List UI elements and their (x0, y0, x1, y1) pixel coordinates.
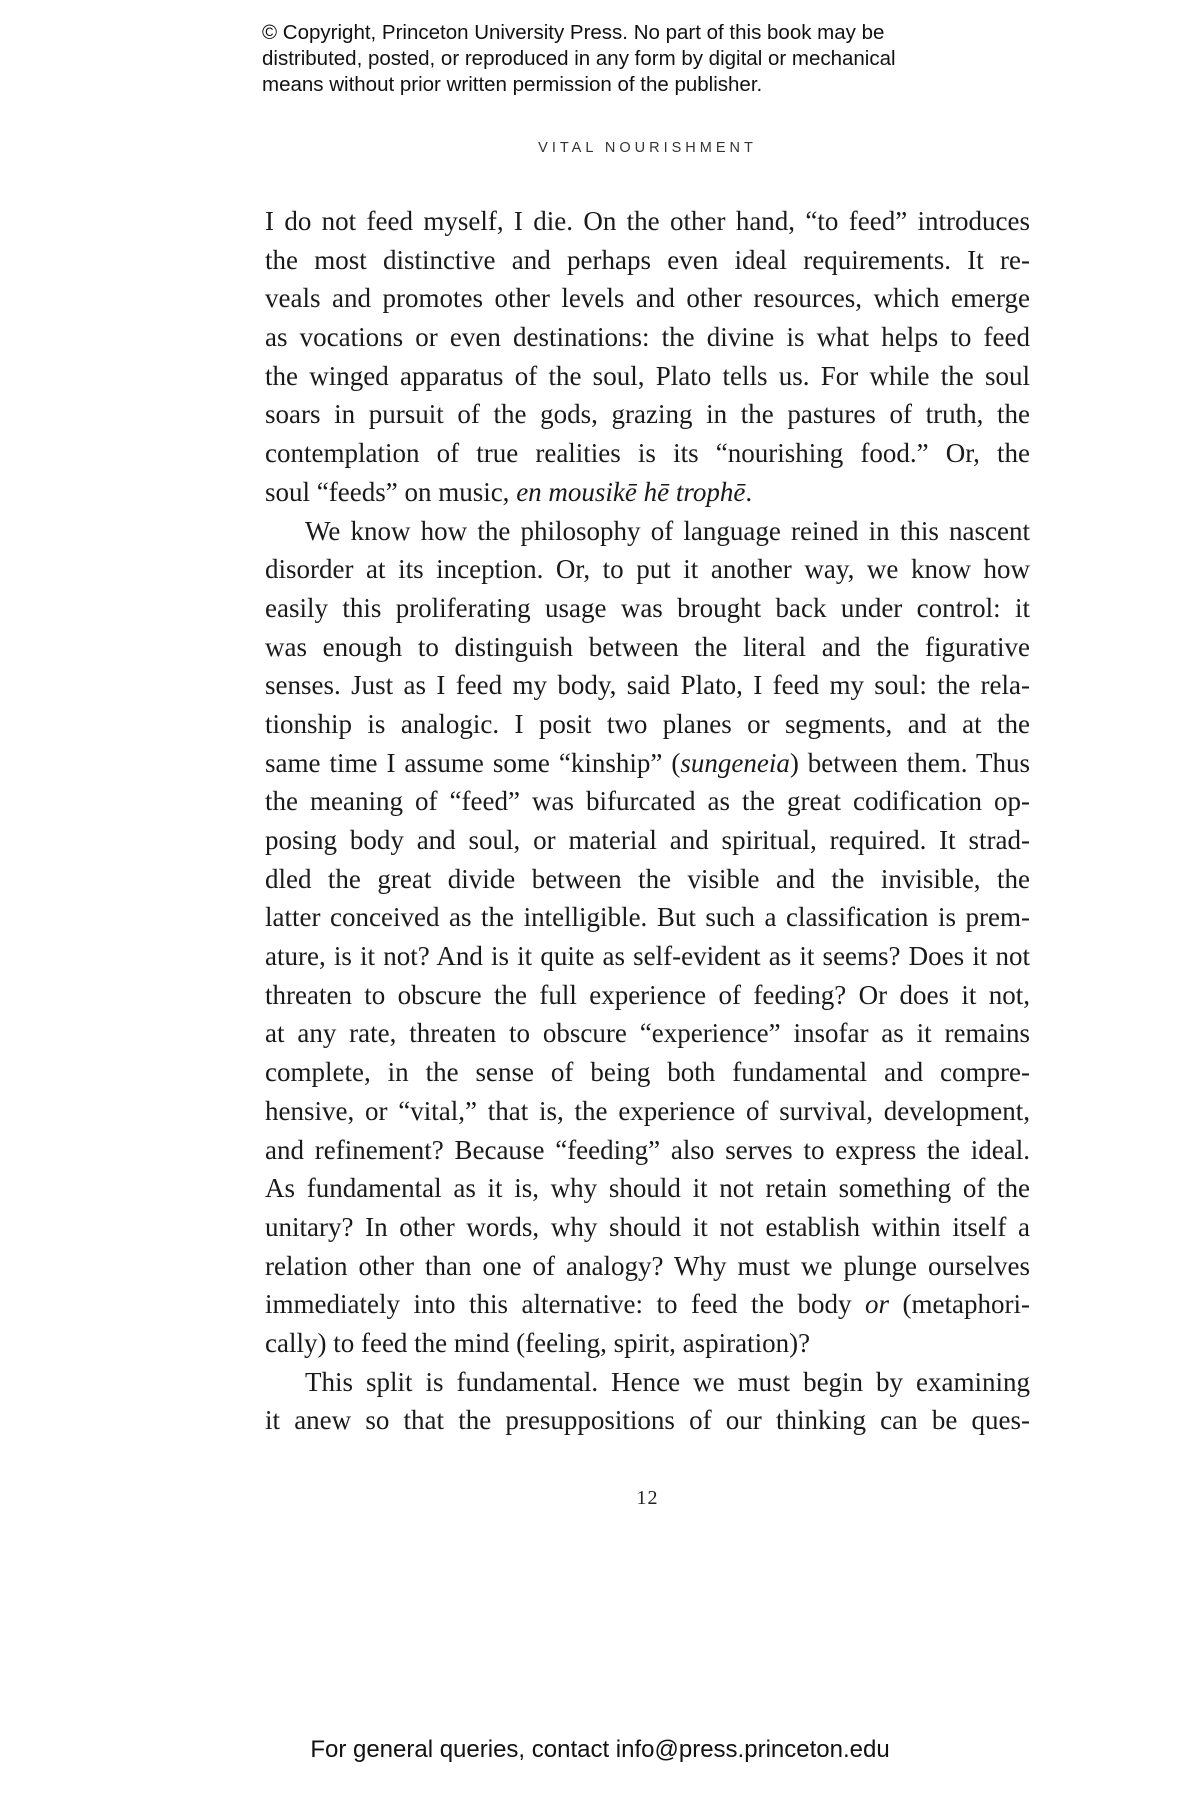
text-line: was enough to distinguish between the literal and the figurative (265, 631, 1030, 662)
text-line: disorder at its inception. Or, to put it another way, we know how (265, 554, 1030, 585)
copyright-line: © Copyright, Princeton University Press. No part of this book may be (262, 21, 885, 44)
text-run: ) between them. Thus (789, 747, 1030, 778)
text-line: the winged apparatus of the soul, Plato tells us. For while the soul (265, 360, 1030, 391)
text-run: immediately into this alternative: to feed the body (265, 1289, 866, 1320)
text-line: As fundamental as it is, why should it not retain something of the (265, 1173, 1030, 1204)
emphasis: or (865, 1289, 890, 1320)
greek-term: sungeneia (680, 747, 790, 778)
text-line: and refinement? Because “feeding” also serves to express the ideal. (265, 1134, 1030, 1165)
text-run: same time I assume some “kinship” ( (265, 747, 681, 778)
footer-contact: For general queries, contact info@press.princeton.edu (310, 1736, 890, 1763)
text-line: We know how the philosophy of language reined in this nascent (305, 515, 1030, 546)
text-line: easily this proliferating usage was brought back under control: it (265, 592, 1030, 623)
text-line: contemplation of true realities is its “nourishing food.” Or, the (265, 438, 1030, 469)
text-line: dled the great divide between the visible and the invisible, the (265, 863, 1030, 894)
body-text (265, 202, 1030, 1440)
text-line: veals and promotes other levels and other resources, which emerge (265, 283, 1030, 314)
text-line: latter conceived as the intelligible. But such a classification is prem- (265, 902, 1030, 933)
text-run: . (745, 476, 753, 507)
text-line: relation other than one of analogy? Why must we plunge ourselves (265, 1250, 1030, 1281)
copyright-line: distributed, posted, or reproduced in any form by digital or mechanical (262, 47, 896, 70)
text-line: tionship is analogic. I posit two planes or segments, and at the (265, 708, 1030, 739)
text-line: I do not feed myself, I die. On the other hand, “to feed” introduces (265, 206, 1030, 236)
text-line: at any rate, threaten to obscure “experience” insofar as it remains (265, 1018, 1030, 1049)
text-line: threaten to obscure the full experience of feeding? Or does it not, (265, 979, 1030, 1010)
page-number: 12 (636, 1487, 659, 1509)
text-line: complete, in the sense of being both fundamental and compre- (265, 1057, 1030, 1088)
running-head: VITAL NOURISHMENT (538, 140, 757, 156)
text-line: This split is fundamental. Hence we must begin by examining (305, 1366, 1030, 1397)
text-line: soars in pursuit of the gods, grazing in the pastures of truth, the (265, 399, 1030, 430)
text-line (265, 744, 1030, 783)
copyright-notice (262, 20, 1022, 98)
text-run: soul “feeds” on music, (265, 476, 517, 507)
greek-phrase: en mousikē hē trophē (516, 476, 746, 507)
text-line: the most distinctive and perhaps even ideal requirements. It re- (265, 244, 1030, 275)
text-run: (metaphori- (889, 1289, 1030, 1320)
text-line: ature, is it not? And is it quite as self-evident as it seems? Does it not (265, 941, 1030, 972)
copyright-line: means without prior written permission of the publisher. (262, 73, 763, 96)
text-line: unitary? In other words, why should it not establish within itself a (265, 1211, 1030, 1242)
text-line: the meaning of “feed” was bifurcated as the great codification op- (265, 786, 1030, 817)
text-line: hensive, or “vital,” that is, the experience of survival, development, (265, 1095, 1030, 1126)
text-line (265, 473, 1030, 512)
text-line: senses. Just as I feed my body, said Plato, I feed my soul: the rela- (265, 670, 1030, 701)
text-line: posing body and soul, or material and spiritual, required. It strad- (265, 825, 1030, 855)
text-line: as vocations or even destinations: the divine is what helps to feed (265, 322, 1030, 353)
text-line: cally) to feed the mind (feeling, spirit, aspiration)? (265, 1327, 811, 1358)
text-line: it anew so that the presuppositions of our thinking can be ques- (265, 1405, 1030, 1436)
text-line (265, 1285, 1030, 1324)
